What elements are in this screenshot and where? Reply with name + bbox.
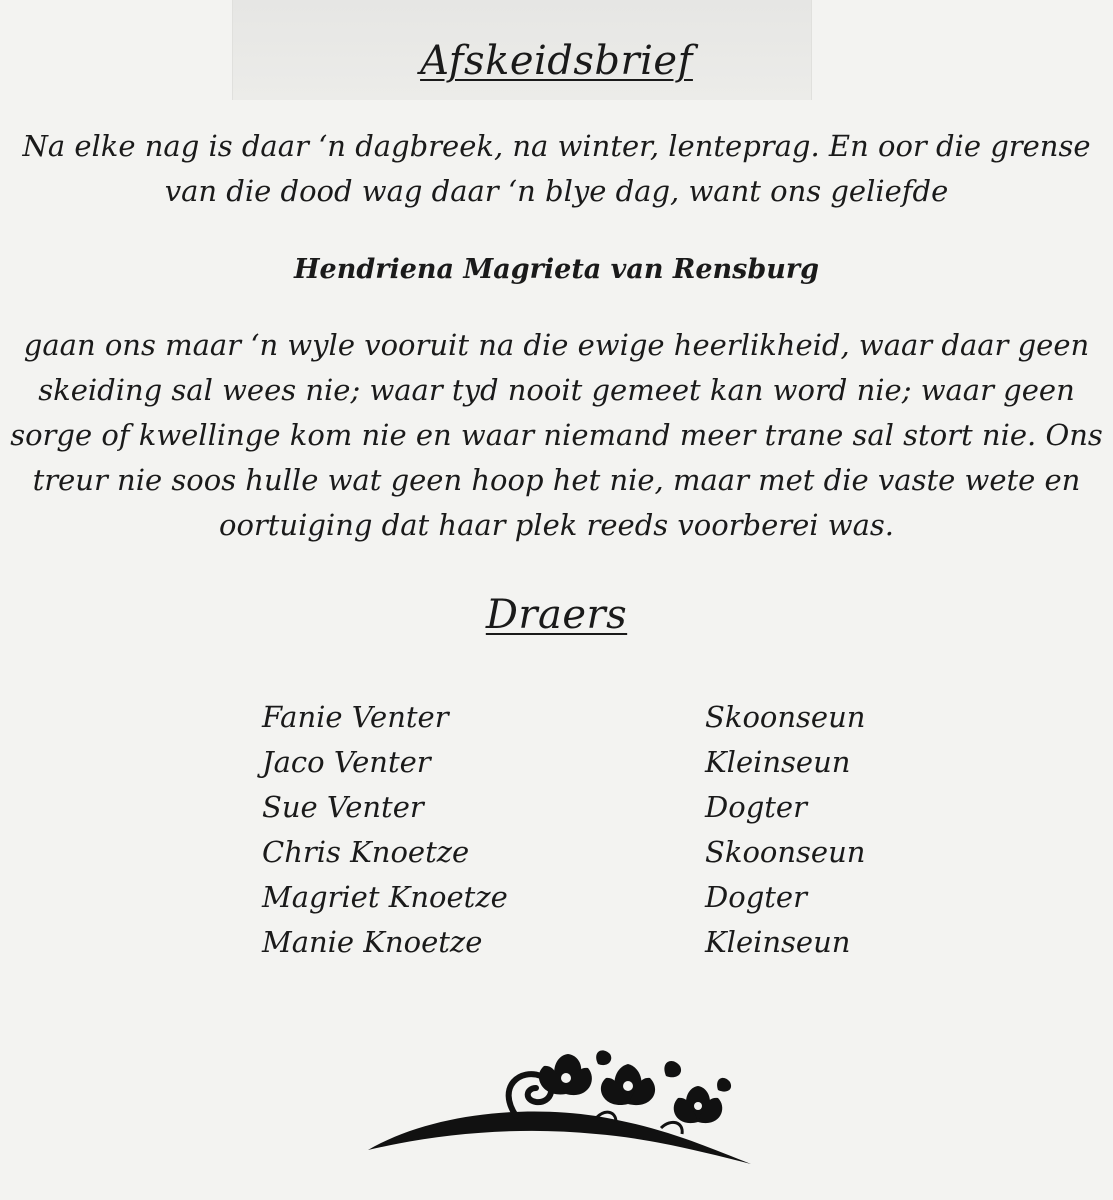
bearer-name: Fanie Venter [262,700,449,734]
bearer-row [0,875,1113,920]
bearer-relation: Kleinseun [705,925,851,959]
bearer-row [0,740,1113,785]
intro-paragraph: Na elke nag is daar ‘n dagbreek, na winter, lenteprag. En oor die grense van die dood wag daar ‘n blye dag, want ons geliefde [22,129,1091,208]
bearer-name: Jaco Venter [262,745,431,779]
bearer-name: Manie Knoetze [262,925,483,959]
floral-ornament-icon [366,1046,756,1170]
bearer-name: Magriet Knoetze [262,880,508,914]
bearer-row [0,785,1113,830]
bearer-row [0,920,1113,965]
bearer-row [0,830,1113,875]
bearer-relation: Dogter [705,790,807,824]
bearer-name: Sue Venter [262,790,424,824]
bearer-relation: Skoonseun [705,835,866,869]
page-title: Afskeidsbrief [420,38,693,84]
bearer-row [0,695,1113,740]
bearer-relation: Skoonseun [705,700,866,734]
bearers-list [0,695,1113,965]
bearer-relation: Dogter [705,880,807,914]
deceased-name: Hendriena Magrieta van Rensburg [294,254,819,285]
closing-paragraph: gaan ons maar ‘n wyle vooruit na die ewige heerlikheid, waar daar geen skeiding sal wees nie; waar tyd nooit gemeet kan word nie; waar geen sorge of kwellinge kom nie en waar niemand meer trane sal stort nie. Ons treur nie soos hulle wat geen hoop het nie, maar met die vaste wete en oortuiging dat haar plek reeds voorberei was. [10,328,1103,542]
bearers-heading: Draers [485,592,628,638]
bearer-relation: Kleinseun [705,745,851,779]
bearer-name: Chris Knoetze [262,835,470,869]
